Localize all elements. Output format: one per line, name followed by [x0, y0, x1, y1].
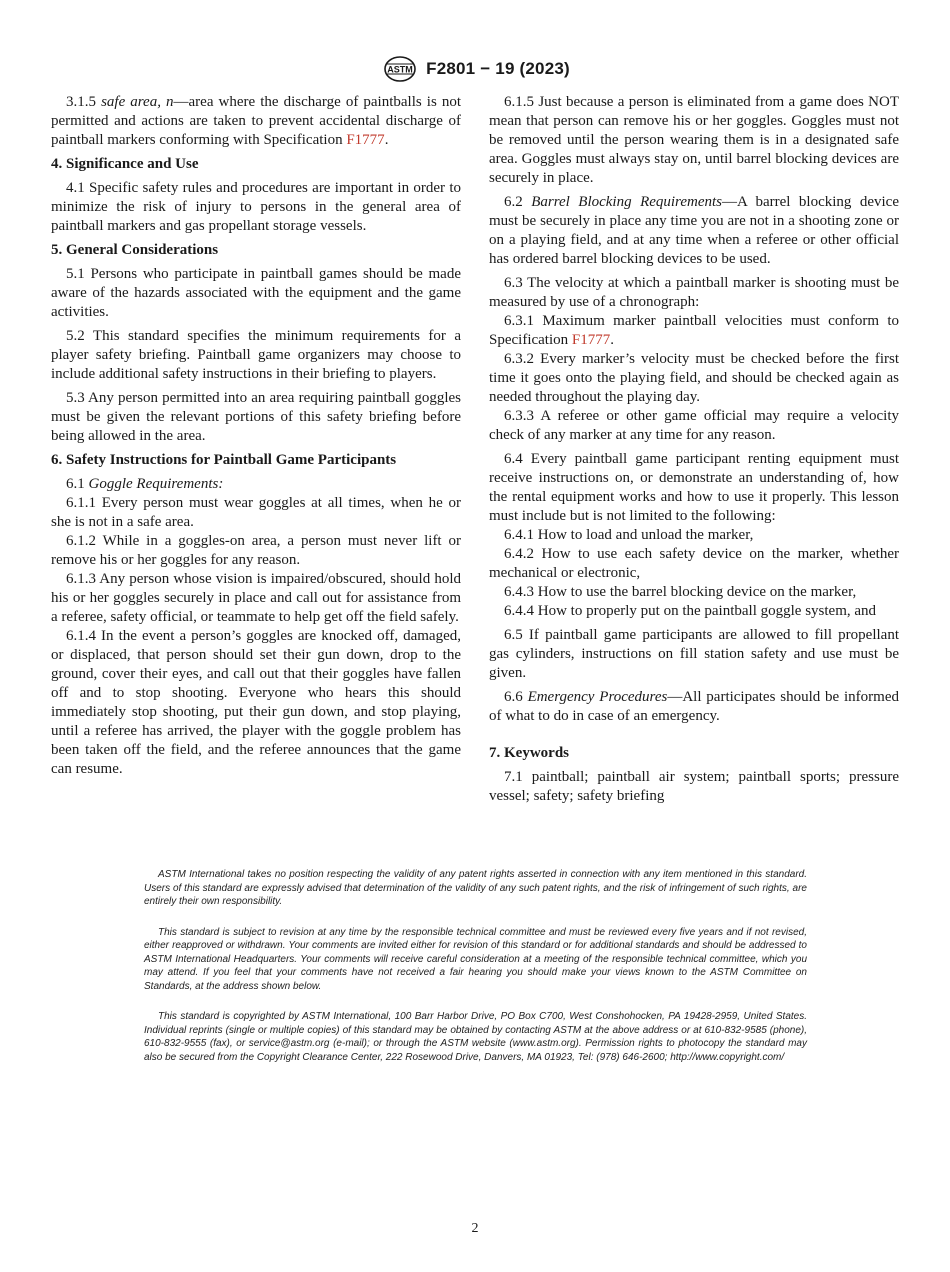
- page-header: [0, 56, 950, 82]
- legal-notices: [144, 868, 807, 1081]
- paragraph-6-3-3: 6.3.3 A referee or other game official may require a velocity check of any marker at any time for any reason.: [489, 408, 899, 443]
- paragraph-6-6: 6.6 Emergency Procedures—All participates should be informed of what to do in case of an emergency.: [489, 689, 899, 724]
- notice-copyright: This standard is copyrighted by ASTM International, 100 Barr Harbor Drive, PO Box C700, West Conshohocken, PA 19428-2959, United States. Individual reprints (single or multiple copies) of this standard may be obtained by contacting ASTM at the above address or at 610-832-9585 (phone), 610-832-9555 (fax), or service@astm.org (e-mail); or through the ASTM website (www.astm.org). Permission rights to photocopy the standard may also be secured from the Copyright Clearance Center, 222 Rosewood Drive, Danvers, MA 01923, Tel: (978) 646-2600; http://www.copyright.com/: [144, 1011, 807, 1063]
- paragraph-6-1-3: 6.1.3 Any person whose vision is impaired/obscured, should hold his or her goggles securely in place and call out for assistance from a referee, safety official, or teammate to help get off the field safely.: [51, 571, 461, 625]
- paragraph-5-2: 5.2 This standard specifies the minimum requirements for a player safety briefing. Paintball game organizers may choose to include additional safety instructions in their briefing to players.: [51, 328, 461, 382]
- logo-label: ASTM: [387, 64, 413, 75]
- section-heading-6: 6. Safety Instructions for Paintball Game Participants: [51, 452, 397, 468]
- paragraph-6-1-4: 6.1.4 In the event a person’s goggles are knocked off, damaged, or displaced, that person should set their gun down, drop to the ground, cover their eyes, and call out that their goggles have fallen off and to stop shooting. Everyone who hears this should immediately stop shooting, put their gun down, and stop playing, until a referee has arrived, the player with the goggle problem has been taken off the field, and the referee announces that the game can resume.: [51, 628, 461, 777]
- paragraph-6-3-2: 6.3.2 Every marker’s velocity must be checked before the first time it goes onto the playing field, and should be checked again as needed throughout the playing day.: [489, 351, 899, 405]
- paragraph-6-4-1: 6.4.1 How to load and unload the marker,: [504, 527, 754, 543]
- paragraph-5-3: 5.3 Any person permitted into an area requiring paintball goggles must be given the relevant portions of this safety briefing before being allowed in the area.: [51, 390, 461, 444]
- section-heading-4: 4. Significance and Use: [51, 156, 199, 172]
- link-f1777[interactable]: F1777: [346, 132, 385, 148]
- section-heading-5: 5. General Considerations: [51, 242, 219, 258]
- paragraph-6-1-5: 6.1.5 Just because a person is eliminated from a game does NOT mean that person can remove his or her goggles. Goggles must not be removed until the person wearing them is in a designated safe area. Goggles must always stay on, until barrel blocking devices are securely in place.: [489, 94, 899, 186]
- paragraph-6-4: 6.4 Every paintball game participant renting equipment must receive instructions on, or demonstrate an understanding of, how the rental equipment works and how to use it properly. This lesson must include but is not limited to the following:: [489, 451, 899, 524]
- paragraph-7-1: 7.1 paintball; paintball air system; paintball sports; pressure vessel; safety; safety briefing: [489, 769, 899, 804]
- page-number: 2: [471, 1221, 479, 1236]
- paragraph-4-1: 4.1 Specific safety rules and procedures are important in order to minimize the risk of injury to persons in the general area of paintball markers and gas propellant storage vessels.: [51, 180, 461, 234]
- notice-patent: ASTM International takes no position respecting the validity of any patent rights asserted in connection with any item mentioned in this standard. Users of this standard are expressly advised that determination of the validity of any such patent rights, and the risk of infringement of such rights, are entirely their own responsibility.: [144, 869, 807, 907]
- paragraph-6-4-2: 6.4.2 How to use each safety device on the marker, whether mechanical or electronic,: [489, 546, 899, 581]
- paragraph-5-1: 5.1 Persons who participate in paintball games should be made aware of the hazards associated with the equipment and the game activities.: [51, 266, 461, 320]
- left-column: [51, 93, 461, 779]
- paragraph-6-5: 6.5 If paintball game participants are allowed to fill propellant gas cylinders, instructions on fill station safety and use must be given.: [489, 627, 899, 681]
- paragraph-6-2: 6.2 Barrel Blocking Requirements—A barrel blocking device must be securely in place any time you are not in a shooting zone or on a playing field, and at any time when a referee or other official has ordered barrel blocking devices to be used.: [489, 194, 900, 267]
- link-f1777-2[interactable]: F1777: [571, 332, 611, 348]
- paragraph-6-1: 6.1 Goggle Requirements:: [66, 476, 224, 492]
- notice-revision: This standard is subject to revision at any time by the responsible technical committee and must be reviewed every five years and if not revised, either reapproved or withdrawn. Your comments are invited either for revision of this standard or for additional standards and should be addressed to ASTM International Headquarters. Your comments will receive careful consideration at a meeting of the responsible technical committee, which you may attend. If you feel that your comments have not received a fair hearing you should make your views known to the ASTM Committee on Standards, at the address shown below.: [144, 926, 807, 992]
- paragraph-6-3: 6.3 The velocity at which a paintball marker is shooting must be measured by use of a chronograph:: [489, 275, 899, 310]
- section-heading-7: 7. Keywords: [489, 745, 569, 761]
- paragraph-6-3-1: 6.3.1 Maximum marker paintball velocities must conform to Specification F1777.: [489, 313, 899, 348]
- paragraph-3-1-5: 3.1.5 safe area, n—area where the discharge of paintballs is not permitted and actions are taken to prevent accidental discharge of paintball markers conforming with Specification F1777.: [51, 94, 461, 148]
- astm-logo-icon: [380, 56, 420, 82]
- paragraph-6-1-1: 6.1.1 Every person must wear goggles at all times, when he or she is not in a safe area.: [51, 495, 461, 530]
- paragraph-6-4-4: 6.4.4 How to properly put on the paintball goggle system, and: [504, 603, 877, 619]
- paragraph-6-1-2: 6.1.2 While in a goggles-on area, a person must never lift or remove his or her goggles for any reason.: [51, 533, 461, 568]
- document-designation: F2801 − 19 (2023): [426, 59, 570, 78]
- paragraph-6-4-3: 6.4.3 How to use the barrel blocking device on the marker,: [504, 584, 857, 600]
- right-column: [489, 93, 899, 811]
